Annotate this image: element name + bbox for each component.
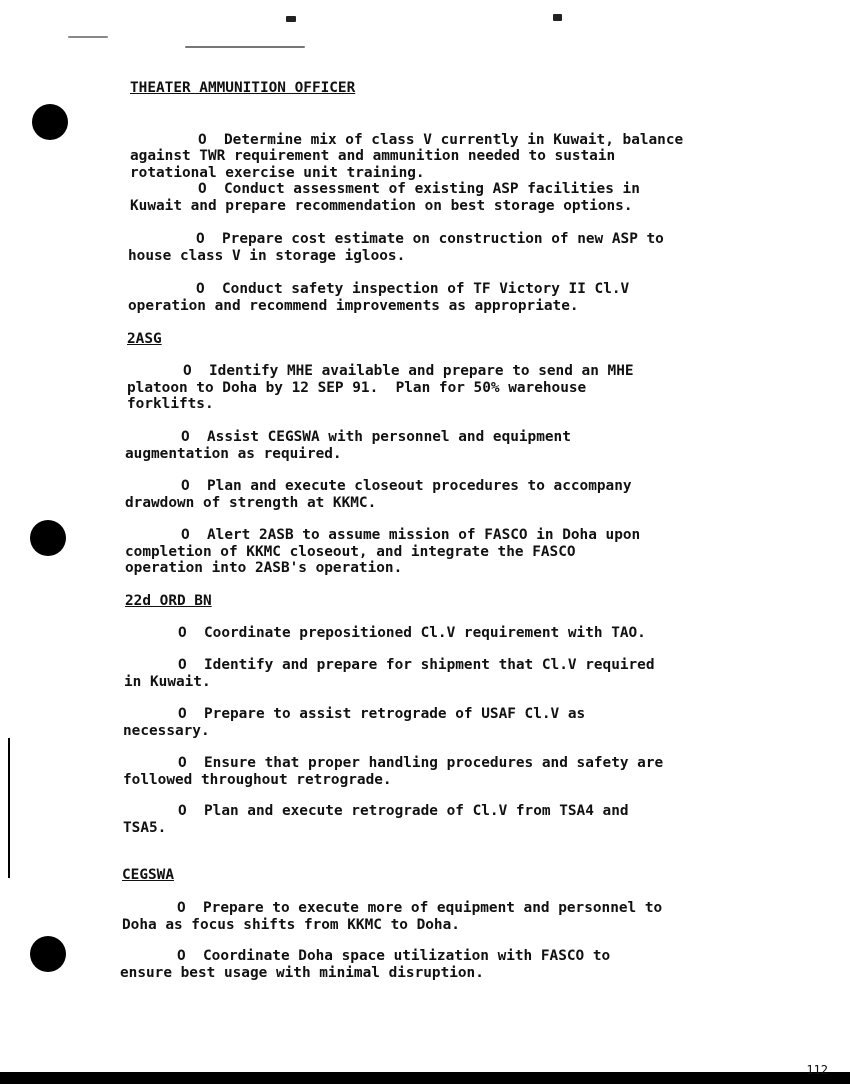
list-item	[125, 478, 632, 511]
punch-hole-top	[32, 104, 68, 140]
item-text: O Coordinate Doha space utilization with FASCO to ensure best usage with minimal disruption.	[120, 948, 611, 981]
list-item	[125, 429, 571, 462]
bottom-scan-border	[0, 1072, 850, 1084]
list-item	[130, 181, 640, 214]
item-text: O Plan and execute retrograde of Cl.V from TSA4 and TSA5.	[123, 803, 629, 836]
item-text: O Prepare to execute more of equipment and personnel to Doha as focus shifts from KKMC to Doha.	[122, 900, 663, 933]
punch-hole-bottom	[30, 936, 66, 972]
item-text: O Alert 2ASB to assume mission of FASCO in Doha upon completion of KKMC closeout, and integrate the FASCO operation into 2ASB's operation.	[125, 527, 641, 576]
list-item	[128, 281, 629, 314]
list-item	[122, 900, 662, 933]
item-text: O Determine mix of class V currently in Kuwait, balance against TWR requirement and ammunition needed to sustain rotational exercise unit training.	[130, 131, 684, 181]
punch-hole-middle	[30, 520, 66, 556]
list-item	[120, 948, 610, 981]
item-text: O Prepare cost estimate on construction of new ASP to house class V in storage igloos.	[128, 231, 664, 264]
list-item	[124, 657, 655, 690]
scan-speck	[286, 16, 296, 22]
section-heading-2asg: 2ASG	[127, 331, 162, 347]
list-item	[125, 527, 640, 577]
list-item	[123, 755, 663, 788]
section-heading-22d-ord-bn: 22d ORD BN	[125, 593, 212, 609]
scan-speck	[68, 36, 108, 38]
list-item	[127, 363, 634, 413]
item-text: O Ensure that proper handling procedures and safety are followed throughout retrograde.	[123, 755, 664, 788]
page-mark: 112	[806, 1063, 828, 1077]
list-item	[125, 625, 646, 642]
item-text: O Identify MHE available and prepare to send an MHE platoon to Doha by 12 SEP 91. Plan for 50% warehouse forklifts.	[127, 363, 634, 412]
section-heading-cegswa: CEGSWA	[122, 867, 174, 883]
item-text: O Coordinate prepositioned Cl.V requirement with TAO.	[178, 625, 646, 641]
item-text: O Identify and prepare for shipment that Cl.V required in Kuwait.	[124, 657, 655, 690]
list-item	[123, 803, 629, 836]
item-text: O Conduct safety inspection of TF Victory II Cl.V operation and recommend improvements as appropriate.	[128, 281, 630, 314]
item-text: O Prepare to assist retrograde of USAF Cl.V as necessary.	[123, 706, 586, 739]
margin-line	[8, 738, 10, 878]
item-text: O Plan and execute closeout procedures to accompany drawdown of strength at KKMC.	[125, 478, 632, 511]
list-item	[128, 231, 664, 264]
scan-speck	[553, 14, 562, 21]
list-item	[123, 706, 585, 739]
item-text: O Conduct assessment of existing ASP facilities in Kuwait and prepare recommendation on best storage options.	[130, 181, 640, 214]
scan-speck	[185, 46, 305, 48]
list-item	[130, 115, 683, 181]
item-text: O Assist CEGSWA with personnel and equipment augmentation as required.	[125, 429, 571, 462]
section-heading-theater-ammunition-officer: THEATER AMMUNITION OFFICER	[130, 80, 356, 96]
